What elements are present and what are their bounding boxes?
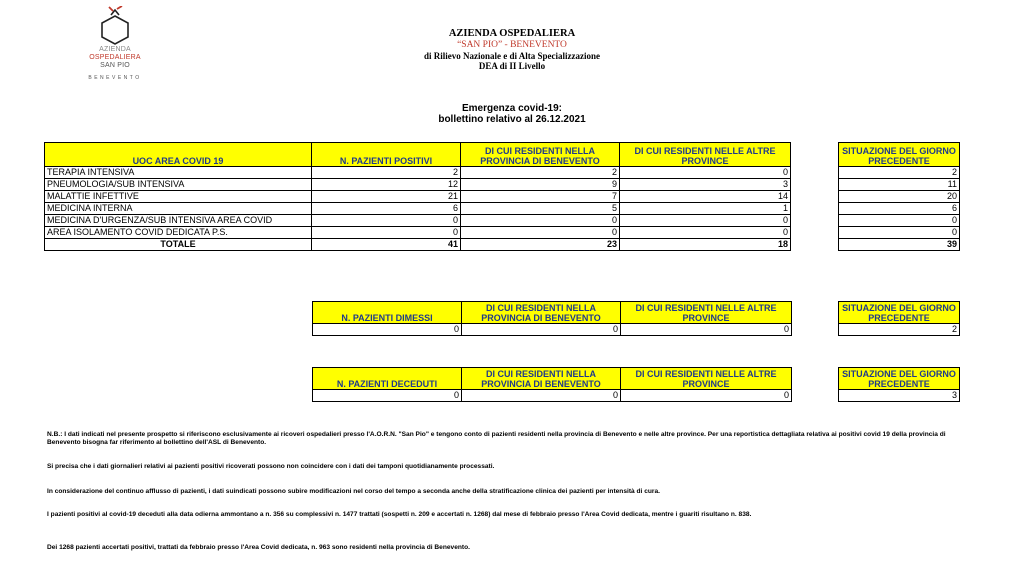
col-header-altre: DI CUI RESIDENTI NELLE ALTRE PROVINCE <box>620 143 791 167</box>
table-row <box>45 179 791 191</box>
total-bn: 23 <box>461 239 620 251</box>
note-paragraph: N.B.: I dati indicati nel presente prospetto si riferiscono esclusivamente ai ricoveri ospedalieri presso l'A.O.R.N. "San Pio" e tengono conto di pazienti residenti nella provincia di Benevento e nelle altre province. Per una reportistica dettagliata relativa ai positivi covid 19 della provincia di Benevento bisogna far riferimento al bollettino dell'ASL di Benevento. <box>47 431 946 446</box>
deceduti-table <box>312 367 792 402</box>
note-paragraph: I pazienti positivi al covid-19 deceduti alla data odierna ammontano a n. 356 su complessivi n. 1477 trattati (sospetti n. 209 e accertati n. 1268) dal mese di febbraio presso l'Area Covid dedicata, mentre i guariti risultano n. 838. <box>47 511 752 518</box>
row-pos: 0 <box>312 227 461 239</box>
total-row <box>839 239 960 251</box>
col-header-altre: DI CUI RESIDENTI NELLE ALTRE PROVINCE <box>621 302 792 324</box>
table-row <box>45 203 791 215</box>
dimessi-bn: 0 <box>462 324 621 336</box>
row-pos: 0 <box>312 215 461 227</box>
table-row <box>45 227 791 239</box>
note-paragraph: Dei 1268 pazienti accertati positivi, trattati da febbraio presso l'Area Covid dedicata, n. 963 sono residenti nella provincia di Benevento. <box>47 544 470 551</box>
row-name: MEDICINA D'URGENZA/SUB INTENSIVA AREA COVID <box>45 215 312 227</box>
dimessi-altre: 0 <box>621 324 792 336</box>
table-row <box>313 324 792 336</box>
bulletin-line-1: Emergenza covid-19: <box>461 103 563 114</box>
row-altre: 3 <box>620 179 791 191</box>
col-header-positivi: N. PAZIENTI POSITIVI <box>312 143 461 167</box>
table-row <box>839 179 960 191</box>
row-bn: 2 <box>461 167 620 179</box>
col-header-uoc: UOC AREA COVID 19 <box>45 143 312 167</box>
prec-value: 20 <box>839 191 960 203</box>
positivi-prec-table <box>838 142 960 251</box>
col-header-prec: SITUAZIONE DEL GIORNO PRECEDENTE <box>839 143 960 167</box>
col-header-bn: DI CUI RESIDENTI NELLA PROVINCIA DI BENEVENTO <box>462 302 621 324</box>
table-row <box>839 227 960 239</box>
deceduti-prec: 3 <box>839 390 960 402</box>
row-bn: 0 <box>461 215 620 227</box>
bulletin-line-2: bollettino relativo al 26.12.2021 <box>438 114 586 125</box>
table-row <box>839 324 960 336</box>
logo-line-4: BENEVENTO <box>88 75 142 81</box>
prec-value: 2 <box>839 167 960 179</box>
header-line-3: di Rilievo Nazionale e di Alta Specializzazione <box>424 51 600 61</box>
col-header-bn: DI CUI RESIDENTI NELLA PROVINCIA DI BENEVENTO <box>462 368 621 390</box>
deceduti-bn: 0 <box>462 390 621 402</box>
row-bn: 0 <box>461 227 620 239</box>
prec-value: 0 <box>839 227 960 239</box>
row-name: AREA ISOLAMENTO COVID DEDICATA P.S. <box>45 227 312 239</box>
table-row <box>45 191 791 203</box>
col-header-altre: DI CUI RESIDENTI NELLE ALTRE PROVINCE <box>621 368 792 390</box>
row-bn: 5 <box>461 203 620 215</box>
row-pos: 21 <box>312 191 461 203</box>
prec-value: 0 <box>839 215 960 227</box>
header-subtitle: “SAN PIO” - BENEVENTO <box>457 40 567 50</box>
prec-value: 6 <box>839 203 960 215</box>
total-row <box>45 239 791 251</box>
table-row <box>45 167 791 179</box>
row-altre: 14 <box>620 191 791 203</box>
total-pos: 41 <box>312 239 461 251</box>
table-row <box>839 215 960 227</box>
row-name: PNEUMOLOGIA/SUB INTENSIVA <box>45 179 312 191</box>
row-name: TERAPIA INTENSIVA <box>45 167 312 179</box>
bulletin-title <box>0 103 1024 125</box>
table-row <box>45 215 791 227</box>
col-header-prec: SITUAZIONE DEL GIORNO PRECEDENTE <box>839 302 960 324</box>
prec-value: 11 <box>839 179 960 191</box>
row-altre: 1 <box>620 203 791 215</box>
row-pos: 12 <box>312 179 461 191</box>
total-altre: 18 <box>620 239 791 251</box>
dimessi-table <box>312 301 792 336</box>
header-line-4: DEA di II Livello <box>478 61 546 71</box>
col-header-bn: DI CUI RESIDENTI NELLA PROVINCIA DI BENEVENTO <box>461 143 620 167</box>
row-name: MALATTIE INFETTIVE <box>45 191 312 203</box>
note-paragraph: Si precisa che i dati giornalieri relativi ai pazienti positivi ricoverati possono non coincidere con i dati dei tamponi quotidianamente processati. <box>47 463 495 470</box>
col-header-dimessi: N. PAZIENTI DIMESSI <box>313 302 462 324</box>
prec-total: 39 <box>839 239 960 251</box>
row-altre: 0 <box>620 215 791 227</box>
row-name: MEDICINA INTERNA <box>45 203 312 215</box>
total-label: TOTALE <box>45 239 312 251</box>
table-row <box>839 203 960 215</box>
row-bn: 9 <box>461 179 620 191</box>
row-altre: 0 <box>620 227 791 239</box>
dimessi-value: 0 <box>313 324 462 336</box>
deceduti-prec-table <box>838 367 960 402</box>
header-title: AZIENDA OSPEDALIERA <box>448 28 576 39</box>
deceduti-value: 0 <box>313 390 462 402</box>
logo-line-3: SAN PIO <box>100 62 130 69</box>
row-bn: 7 <box>461 191 620 203</box>
dimessi-prec: 2 <box>839 324 960 336</box>
positivi-table <box>44 142 791 251</box>
row-pos: 6 <box>312 203 461 215</box>
col-header-prec: SITUAZIONE DEL GIORNO PRECEDENTE <box>839 368 960 390</box>
note-paragraph: In considerazione del continuo afflusso di pazienti, i dati suindicati possono subire modificazioni nel corso del tempo a seconda anche della stratificazione clinica dei pazienti per intensità di cura. <box>47 488 660 495</box>
deceduti-altre: 0 <box>621 390 792 402</box>
logo-line-2: OSPEDALIERA <box>89 54 141 61</box>
table-row <box>839 390 960 402</box>
table-row <box>839 191 960 203</box>
document-header <box>0 28 1024 71</box>
dimessi-prec-table <box>838 301 960 336</box>
table-row <box>313 390 792 402</box>
table-row <box>839 167 960 179</box>
row-pos: 2 <box>312 167 461 179</box>
col-header-deceduti: N. PAZIENTI DECEDUTI <box>313 368 462 390</box>
row-altre: 0 <box>620 167 791 179</box>
logo-line-1: AZIENDA <box>99 46 131 53</box>
